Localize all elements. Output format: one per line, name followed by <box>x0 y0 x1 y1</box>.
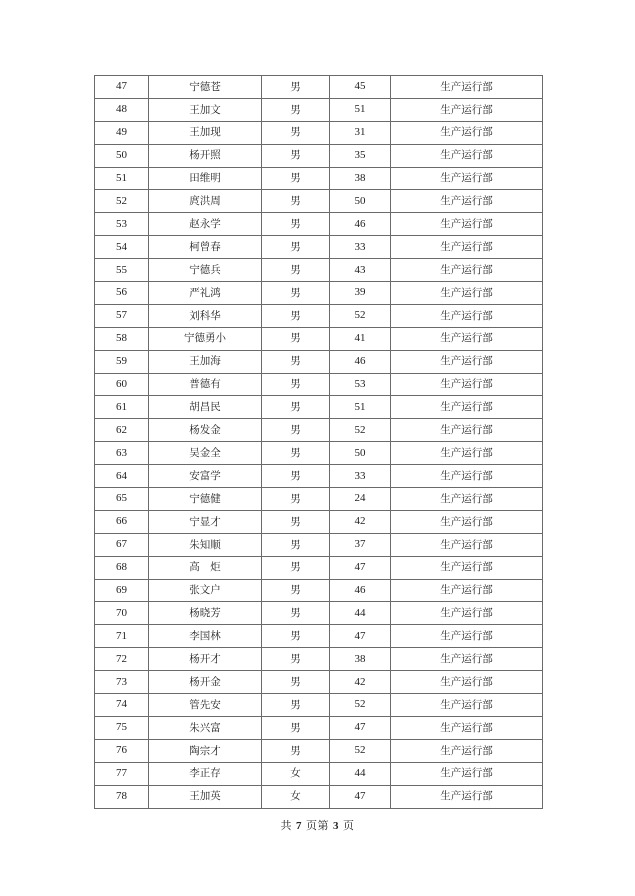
gender-cell: 女 <box>262 762 330 785</box>
table-row <box>95 465 543 488</box>
staff-name-cell: 李国林 <box>149 625 262 648</box>
department-cell: 生产运行部 <box>391 396 543 419</box>
department-cell: 生产运行部 <box>391 465 543 488</box>
department-cell: 生产运行部 <box>391 556 543 579</box>
row-number-cell: 49 <box>95 121 149 144</box>
row-number-cell: 77 <box>95 762 149 785</box>
row-number-cell: 73 <box>95 671 149 694</box>
table-row <box>95 98 543 121</box>
table-row <box>95 167 543 190</box>
staff-name-cell: 杨晓芳 <box>149 602 262 625</box>
gender-cell: 男 <box>262 579 330 602</box>
staff-name-cell: 刘科华 <box>149 304 262 327</box>
gender-cell: 男 <box>262 419 330 442</box>
staff-name-cell: 安富学 <box>149 465 262 488</box>
table-row <box>95 442 543 465</box>
row-number-cell: 67 <box>95 533 149 556</box>
gender-cell: 女 <box>262 785 330 808</box>
staff-name-cell: 李正存 <box>149 762 262 785</box>
gender-cell: 男 <box>262 488 330 511</box>
table-row <box>95 762 543 785</box>
table-row <box>95 625 543 648</box>
department-cell: 生产运行部 <box>391 671 543 694</box>
age-cell: 46 <box>330 213 391 236</box>
gender-cell: 男 <box>262 98 330 121</box>
staff-name-cell: 张文户 <box>149 579 262 602</box>
table-row <box>95 259 543 282</box>
age-cell: 46 <box>330 350 391 373</box>
table-row <box>95 694 543 717</box>
department-cell: 生产运行部 <box>391 304 543 327</box>
staff-name-cell: 王加现 <box>149 121 262 144</box>
department-cell: 生产运行部 <box>391 602 543 625</box>
age-cell: 24 <box>330 488 391 511</box>
staff-name-cell: 陶宗才 <box>149 739 262 762</box>
row-number-cell: 57 <box>95 304 149 327</box>
age-cell: 45 <box>330 76 391 99</box>
staff-name-cell: 高 炬 <box>149 556 262 579</box>
age-cell: 51 <box>330 98 391 121</box>
staff-name-cell: 宁显才 <box>149 510 262 533</box>
gender-cell: 男 <box>262 442 330 465</box>
staff-roster-table <box>94 75 543 809</box>
row-number-cell: 56 <box>95 282 149 305</box>
department-cell: 生产运行部 <box>391 282 543 305</box>
gender-cell: 男 <box>262 76 330 99</box>
table-row <box>95 671 543 694</box>
staff-name-cell: 吴金全 <box>149 442 262 465</box>
table-row <box>95 236 543 259</box>
table-row <box>95 648 543 671</box>
gender-cell: 男 <box>262 739 330 762</box>
gender-cell: 男 <box>262 327 330 350</box>
department-cell: 生产运行部 <box>391 121 543 144</box>
footer-total-pages: 7 <box>296 820 302 832</box>
department-cell: 生产运行部 <box>391 259 543 282</box>
age-cell: 47 <box>330 625 391 648</box>
age-cell: 47 <box>330 716 391 739</box>
gender-cell: 男 <box>262 533 330 556</box>
gender-cell: 男 <box>262 510 330 533</box>
staff-name-cell: 严礼鸿 <box>149 282 262 305</box>
row-number-cell: 68 <box>95 556 149 579</box>
age-cell: 50 <box>330 442 391 465</box>
age-cell: 33 <box>330 236 391 259</box>
footer-prefix: 共 <box>280 819 292 832</box>
department-cell: 生产运行部 <box>391 442 543 465</box>
department-cell: 生产运行部 <box>391 350 543 373</box>
age-cell: 47 <box>330 785 391 808</box>
staff-name-cell: 普德有 <box>149 373 262 396</box>
row-number-cell: 65 <box>95 488 149 511</box>
table-row <box>95 327 543 350</box>
department-cell: 生产运行部 <box>391 190 543 213</box>
gender-cell: 男 <box>262 190 330 213</box>
row-number-cell: 47 <box>95 76 149 99</box>
staff-name-cell: 宁德健 <box>149 488 262 511</box>
age-cell: 52 <box>330 304 391 327</box>
gender-cell: 男 <box>262 144 330 167</box>
row-number-cell: 69 <box>95 579 149 602</box>
age-cell: 43 <box>330 259 391 282</box>
staff-name-cell: 庹洪周 <box>149 190 262 213</box>
row-number-cell: 51 <box>95 167 149 190</box>
table-row <box>95 350 543 373</box>
department-cell: 生产运行部 <box>391 625 543 648</box>
staff-name-cell: 王加文 <box>149 98 262 121</box>
staff-name-cell: 朱知顺 <box>149 533 262 556</box>
staff-name-cell: 杨开照 <box>149 144 262 167</box>
age-cell: 35 <box>330 144 391 167</box>
staff-name-cell: 管先安 <box>149 694 262 717</box>
department-cell: 生产运行部 <box>391 236 543 259</box>
staff-name-cell: 田维明 <box>149 167 262 190</box>
department-cell: 生产运行部 <box>391 213 543 236</box>
department-cell: 生产运行部 <box>391 167 543 190</box>
department-cell: 生产运行部 <box>391 762 543 785</box>
gender-cell: 男 <box>262 259 330 282</box>
age-cell: 33 <box>330 465 391 488</box>
age-cell: 42 <box>330 510 391 533</box>
department-cell: 生产运行部 <box>391 648 543 671</box>
age-cell: 42 <box>330 671 391 694</box>
table-row <box>95 121 543 144</box>
row-number-cell: 64 <box>95 465 149 488</box>
department-cell: 生产运行部 <box>391 76 543 99</box>
row-number-cell: 58 <box>95 327 149 350</box>
gender-cell: 男 <box>262 213 330 236</box>
age-cell: 37 <box>330 533 391 556</box>
row-number-cell: 60 <box>95 373 149 396</box>
department-cell: 生产运行部 <box>391 579 543 602</box>
age-cell: 39 <box>330 282 391 305</box>
age-cell: 47 <box>330 556 391 579</box>
table-row <box>95 213 543 236</box>
row-number-cell: 61 <box>95 396 149 419</box>
gender-cell: 男 <box>262 167 330 190</box>
gender-cell: 男 <box>262 465 330 488</box>
age-cell: 44 <box>330 602 391 625</box>
table-row <box>95 373 543 396</box>
department-cell: 生产运行部 <box>391 785 543 808</box>
footer-middle: 页第 <box>306 819 329 832</box>
gender-cell: 男 <box>262 236 330 259</box>
table-row <box>95 533 543 556</box>
department-cell: 生产运行部 <box>391 694 543 717</box>
row-number-cell: 54 <box>95 236 149 259</box>
age-cell: 52 <box>330 419 391 442</box>
table-row <box>95 785 543 808</box>
row-number-cell: 71 <box>95 625 149 648</box>
staff-name-cell: 胡昌民 <box>149 396 262 419</box>
gender-cell: 男 <box>262 625 330 648</box>
table-row <box>95 556 543 579</box>
row-number-cell: 48 <box>95 98 149 121</box>
page-footer <box>0 817 635 833</box>
row-number-cell: 74 <box>95 694 149 717</box>
row-number-cell: 62 <box>95 419 149 442</box>
staff-name-cell: 柯曾春 <box>149 236 262 259</box>
row-number-cell: 53 <box>95 213 149 236</box>
row-number-cell: 52 <box>95 190 149 213</box>
row-number-cell: 50 <box>95 144 149 167</box>
age-cell: 52 <box>330 694 391 717</box>
row-number-cell: 78 <box>95 785 149 808</box>
staff-name-cell: 朱兴富 <box>149 716 262 739</box>
age-cell: 44 <box>330 762 391 785</box>
staff-name-cell: 杨开金 <box>149 671 262 694</box>
age-cell: 38 <box>330 648 391 671</box>
table-row <box>95 716 543 739</box>
department-cell: 生产运行部 <box>391 533 543 556</box>
age-cell: 52 <box>330 739 391 762</box>
staff-name-cell: 宁德勇小 <box>149 327 262 350</box>
age-cell: 51 <box>330 396 391 419</box>
table-row <box>95 304 543 327</box>
staff-name-cell: 杨开才 <box>149 648 262 671</box>
table-row <box>95 579 543 602</box>
department-cell: 生产运行部 <box>391 98 543 121</box>
row-number-cell: 76 <box>95 739 149 762</box>
staff-name-cell: 王加海 <box>149 350 262 373</box>
table-row <box>95 282 543 305</box>
gender-cell: 男 <box>262 396 330 419</box>
department-cell: 生产运行部 <box>391 510 543 533</box>
gender-cell: 男 <box>262 694 330 717</box>
row-number-cell: 72 <box>95 648 149 671</box>
department-cell: 生产运行部 <box>391 739 543 762</box>
staff-name-cell: 宁德兵 <box>149 259 262 282</box>
age-cell: 50 <box>330 190 391 213</box>
footer-current-page: 3 <box>333 820 339 832</box>
department-cell: 生产运行部 <box>391 144 543 167</box>
table-row <box>95 144 543 167</box>
row-number-cell: 55 <box>95 259 149 282</box>
row-number-cell: 59 <box>95 350 149 373</box>
gender-cell: 男 <box>262 556 330 579</box>
gender-cell: 男 <box>262 350 330 373</box>
staff-name-cell: 赵永学 <box>149 213 262 236</box>
row-number-cell: 66 <box>95 510 149 533</box>
staff-name-cell: 宁德苍 <box>149 76 262 99</box>
table-row <box>95 396 543 419</box>
gender-cell: 男 <box>262 648 330 671</box>
table-row <box>95 510 543 533</box>
table-row <box>95 488 543 511</box>
staff-name-cell: 杨发金 <box>149 419 262 442</box>
gender-cell: 男 <box>262 602 330 625</box>
age-cell: 53 <box>330 373 391 396</box>
department-cell: 生产运行部 <box>391 419 543 442</box>
gender-cell: 男 <box>262 121 330 144</box>
department-cell: 生产运行部 <box>391 716 543 739</box>
table-row <box>95 419 543 442</box>
table-row <box>95 739 543 762</box>
department-cell: 生产运行部 <box>391 327 543 350</box>
footer-suffix: 页 <box>343 819 355 832</box>
table-row <box>95 76 543 99</box>
gender-cell: 男 <box>262 671 330 694</box>
table-row <box>95 602 543 625</box>
age-cell: 46 <box>330 579 391 602</box>
age-cell: 38 <box>330 167 391 190</box>
age-cell: 31 <box>330 121 391 144</box>
gender-cell: 男 <box>262 716 330 739</box>
department-cell: 生产运行部 <box>391 373 543 396</box>
department-cell: 生产运行部 <box>391 488 543 511</box>
row-number-cell: 75 <box>95 716 149 739</box>
row-number-cell: 70 <box>95 602 149 625</box>
age-cell: 41 <box>330 327 391 350</box>
staff-name-cell: 王加英 <box>149 785 262 808</box>
roster-table-body <box>95 76 543 809</box>
gender-cell: 男 <box>262 282 330 305</box>
gender-cell: 男 <box>262 373 330 396</box>
gender-cell: 男 <box>262 304 330 327</box>
row-number-cell: 63 <box>95 442 149 465</box>
table-row <box>95 190 543 213</box>
